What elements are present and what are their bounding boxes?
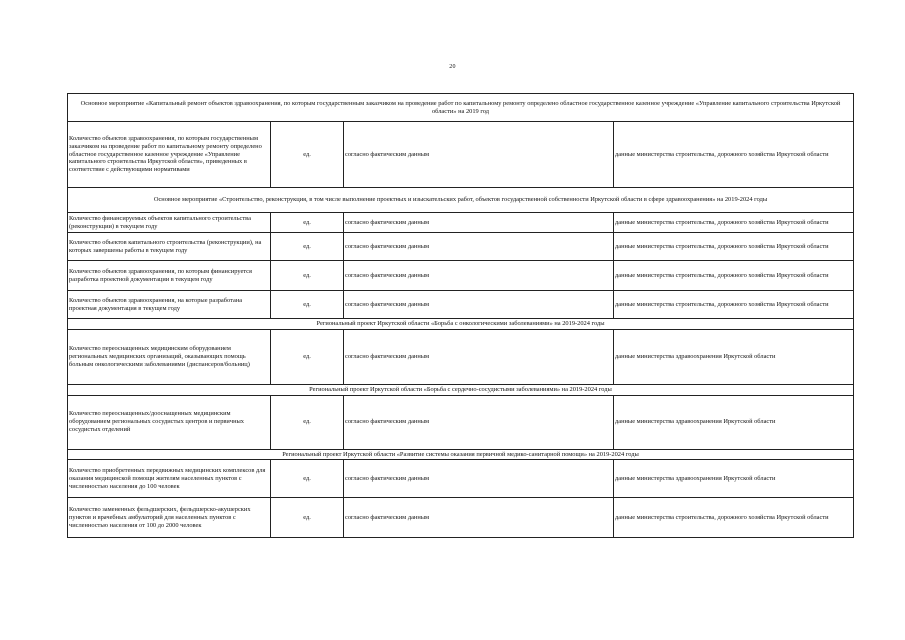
table-row: [68, 329, 854, 384]
section-heading-row: [68, 319, 854, 330]
table-row: [68, 291, 854, 319]
section-heading-row: [68, 188, 854, 213]
indicator-name: Количество объектов капитального строительства (реконструкции), на которых завершены работы в текущем году: [68, 233, 271, 261]
method-cell: согласно фактическим данным: [344, 291, 614, 319]
indicator-name: Количество замененных фельдшерских, фельдшерско-акушерских пунктов и врачебных амбулаторий для населенных пунктов с численностью населения от 100 до 2000 человек: [68, 498, 271, 538]
indicator-name: Количество финансируемых объектов капитального строительства (реконструкции) в текущем году: [68, 213, 271, 233]
table-row: [68, 213, 854, 233]
table-row: [68, 498, 854, 538]
method-cell: согласно фактическим данным: [344, 329, 614, 384]
indicator-name: Количество объектов здравоохранения, по которым государственным заказчиком на проведение работ по капитальному ремонту определено областное государственное казенное учреждение «Управление капитального строительства Иркутской области», приведенных в соответствие с действующими нормативами: [68, 122, 271, 188]
table-row: [68, 122, 854, 188]
section-heading: Региональный проект Иркутской области «Борьба с онкологическими заболеваниями» на 2019-2024 годы: [68, 319, 854, 330]
method-cell: согласно фактическим данным: [344, 213, 614, 233]
section-heading-row: [68, 449, 854, 460]
unit-cell: ед.: [271, 122, 344, 188]
source-cell: данные министерства здравоохранения Иркутской области: [614, 460, 854, 498]
method-cell: согласно фактическим данным: [344, 122, 614, 188]
section-heading-row: [68, 94, 854, 122]
source-cell: данные министерства здравоохранения Иркутской области: [614, 395, 854, 449]
indicator-name: Количество объектов здравоохранения, по которым финансируется разработка проектной документации в текущем году: [68, 261, 271, 291]
section-heading: Основное мероприятие «Капитальный ремонт объектов здравоохранения, по которым государственным заказчиком на проведение работ по капитальному ремонту определено областное государственное казенное учреждение «Управление капитального строительства Иркутской области» на 2019 год: [68, 94, 854, 122]
unit-cell: ед.: [271, 261, 344, 291]
source-cell: данные министерства строительства, дорожного хозяйства Иркутской области: [614, 261, 854, 291]
source-cell: данные министерства строительства, дорожного хозяйства Иркутской области: [614, 213, 854, 233]
unit-cell: ед.: [271, 329, 344, 384]
source-cell: данные министерства здравоохранения Иркутской области: [614, 329, 854, 384]
section-heading: Региональный проект Иркутской области «Развитие системы оказания первичной медико-санитарной помощи» на 2019-2024 годы: [68, 449, 854, 460]
method-cell: согласно фактическим данным: [344, 498, 614, 538]
source-cell: данные министерства строительства, дорожного хозяйства Иркутской области: [614, 233, 854, 261]
method-cell: согласно фактическим данным: [344, 395, 614, 449]
source-cell: данные министерства строительства, дорожного хозяйства Иркутской области: [614, 291, 854, 319]
table-row: [68, 233, 854, 261]
indicators-table: [67, 93, 854, 538]
indicator-name: Количество объектов здравоохранения, на которые разработана проектная документация в текущем году: [68, 291, 271, 319]
table-row: [68, 395, 854, 449]
method-cell: согласно фактическим данным: [344, 233, 614, 261]
unit-cell: ед.: [271, 498, 344, 538]
unit-cell: ед.: [271, 460, 344, 498]
indicator-name: Количество переоснащенных/дооснащенных медицинским оборудованием региональных сосудистых центров и первичных сосудистых отделений: [68, 395, 271, 449]
unit-cell: ед.: [271, 395, 344, 449]
section-heading: Основное мероприятие «Строительство, реконструкция, в том числе выполнение проектных и изыскательских работ, объектов государственной собственности Иркутской области в сфере здравоохранения» на 2019-2024 годы: [68, 188, 854, 213]
method-cell: согласно фактическим данным: [344, 261, 614, 291]
indicator-name: Количество приобретенных передвижных медицинских комплексов для оказания медицинской помощи жителям населенных пунктов с численностью населения до 100 человек: [68, 460, 271, 498]
page-number: 20: [449, 64, 456, 70]
unit-cell: ед.: [271, 291, 344, 319]
source-cell: данные министерства строительства, дорожного хозяйства Иркутской области: [614, 122, 854, 188]
table-row: [68, 261, 854, 291]
unit-cell: ед.: [271, 233, 344, 261]
section-heading: Региональный проект Иркутской области «Борьба с сердечно-сосудистыми заболеваниями» на 2019-2024 годы: [68, 384, 854, 395]
method-cell: согласно фактическим данным: [344, 460, 614, 498]
section-heading-row: [68, 384, 854, 395]
table-row: [68, 460, 854, 498]
indicator-name: Количество переоснащенных медицинским оборудованием региональных медицинских организаций, оказывающих помощь больным онкологическими заболеваниями (диспансеров/больниц): [68, 329, 271, 384]
unit-cell: ед.: [271, 213, 344, 233]
source-cell: данные министерства строительства, дорожного хозяйства Иркутской области: [614, 498, 854, 538]
